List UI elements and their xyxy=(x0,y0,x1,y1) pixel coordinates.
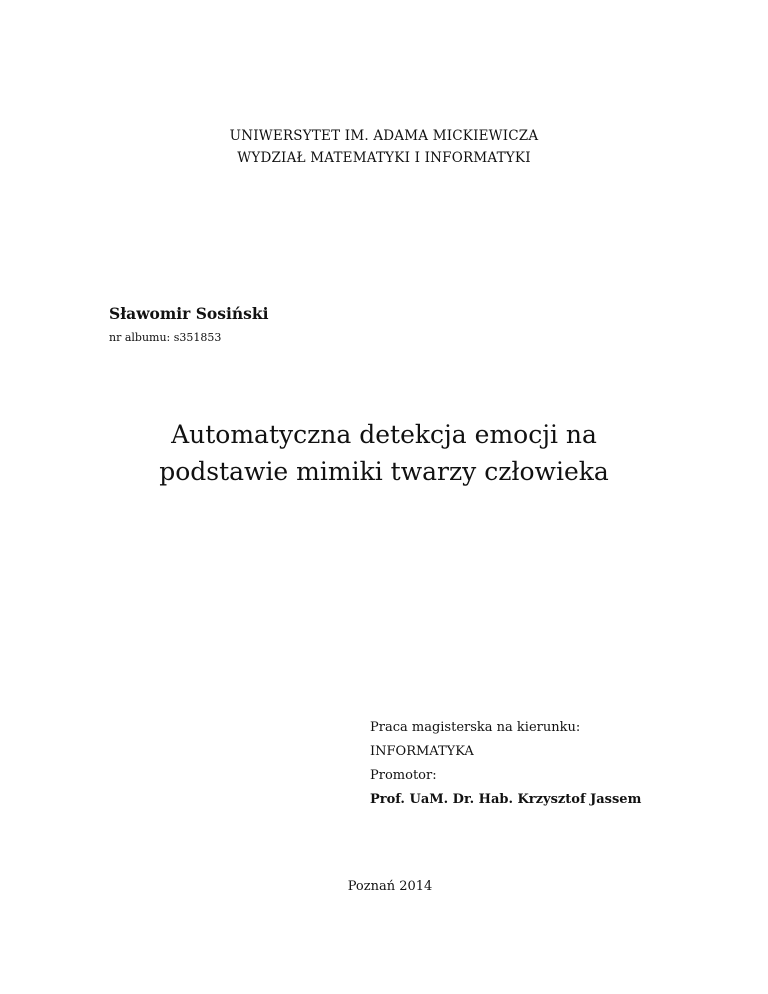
university-header xyxy=(0,125,768,169)
album-number: nr albumu: s351853 xyxy=(109,331,222,344)
faculty-name: WYDZIAŁ MATEMATYKI I INFORMATYKI xyxy=(237,150,531,166)
place-and-year: Poznań 2014 xyxy=(347,879,433,894)
promotor-label: Promotor: xyxy=(370,768,437,783)
thesis-type: Praca magisterska na kierunku: xyxy=(370,720,581,735)
thesis-title-line-2: podstawie mimiki twarzy człowieka xyxy=(159,457,609,486)
university-name: UNIWERSYTET IM. ADAMA MICKIEWICZA xyxy=(229,128,539,144)
thesis-title-line-1: Automatyczna detekcja emocji na xyxy=(171,420,597,449)
promotor-name: Prof. UaM. Dr. Hab. Krzysztof Jassem xyxy=(370,792,642,807)
thesis-info-block xyxy=(370,716,641,812)
thesis-title xyxy=(0,416,768,490)
author-name: Sławomir Sosiński xyxy=(109,304,269,323)
field-of-study: INFORMATYKA xyxy=(370,744,474,759)
